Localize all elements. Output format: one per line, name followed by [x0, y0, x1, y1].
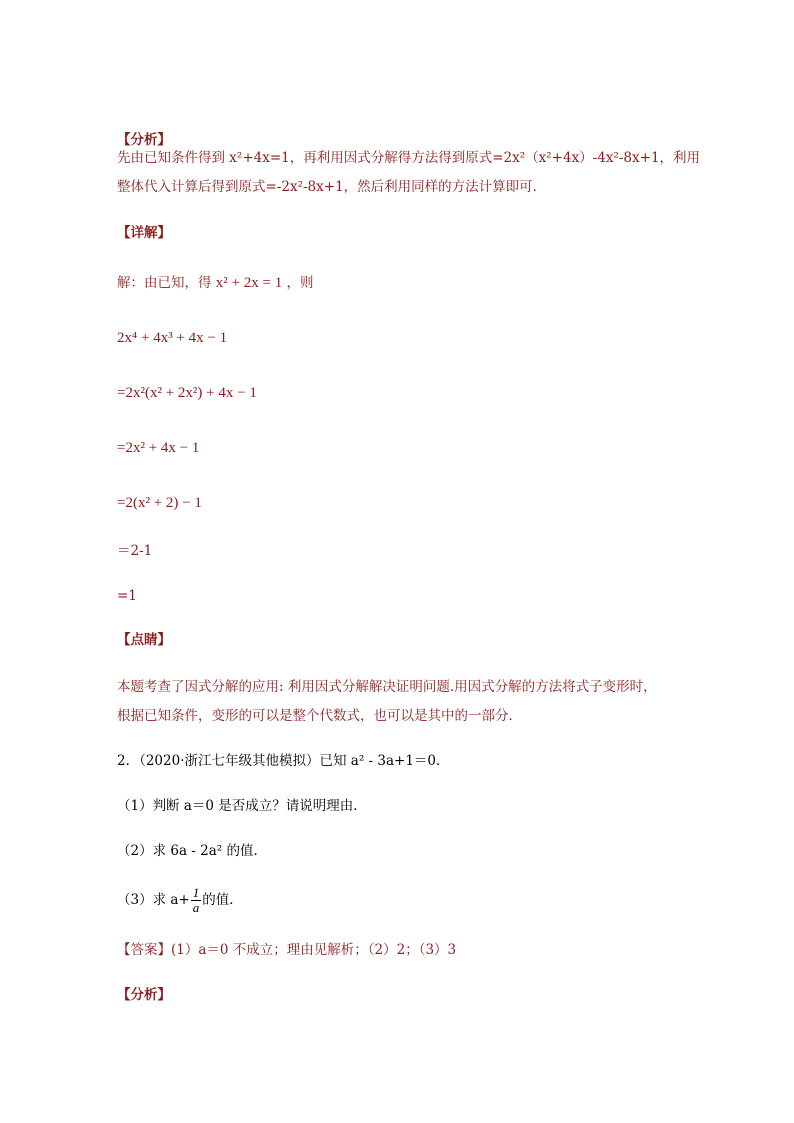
problem-2-question-2: （2）求 6a - 2a² 的值． — [117, 843, 268, 859]
step-1: 2x⁴ + 4x³ + 4x − 1 — [117, 330, 228, 346]
detail-intro-suffix: ，则 — [286, 275, 314, 291]
analysis-heading: 【分析】 — [117, 132, 171, 148]
detail-intro-equation: x² + 2x = 1 — [215, 275, 283, 291]
detail-intro-prefix: 解：由已知，得 — [117, 275, 212, 291]
problem-2-answer: 【答案】(1）a＝0 不成立；理由见解析；（2）2；（3）3 — [117, 942, 457, 958]
step-6: =1 — [117, 588, 137, 604]
problem-2-stem: 2．（2020·浙江七年级其他模拟）已知 a² - 3a+1＝0． — [117, 753, 450, 769]
step-5: ＝2-1 — [117, 543, 153, 559]
comment-heading: 【点睛】 — [117, 632, 171, 648]
analysis-line-2: 整体代入计算后得到原式=-2x²-8x+1，然后利用同样的方法计算即可． — [117, 179, 547, 195]
comment-line-1: 本题考查了因式分解的应用: 利用因式分解解决证明问题.用因式分解的方法将式子变形时， — [117, 679, 657, 695]
detail-intro — [117, 273, 314, 293]
step-4: =2(x² + 2) − 1 — [117, 495, 202, 511]
analysis-line-1: 先由已知条件得到 x²+4x=1，再利用因式分解得方法得到原式=2x²（x²+4x）-4x²-8x+1，利用 — [117, 150, 701, 166]
q3-fraction-numerator: 1 — [192, 885, 200, 900]
problem-2-analysis-heading: 【分析】 — [117, 987, 171, 1003]
step-3: =2x² + 4x − 1 — [117, 440, 200, 456]
problem-2-question-3 — [117, 886, 243, 915]
comment-line-2: 根据已知条件，变形的可以是整个代数式，也可以是其中的一部分． — [117, 708, 522, 724]
q3-suffix: 的值． — [202, 892, 243, 908]
q3-prefix: （3）求 a+ — [117, 892, 190, 908]
step-2: =2x²(x² + 2x²) + 4x − 1 — [117, 385, 257, 401]
problem-2-question-1: （1）判断 a＝0 是否成立？请说明理由． — [117, 798, 367, 814]
q3-fraction-denominator: a — [192, 900, 200, 915]
q3-fraction — [191, 886, 202, 915]
detail-heading: 【详解】 — [117, 225, 171, 241]
